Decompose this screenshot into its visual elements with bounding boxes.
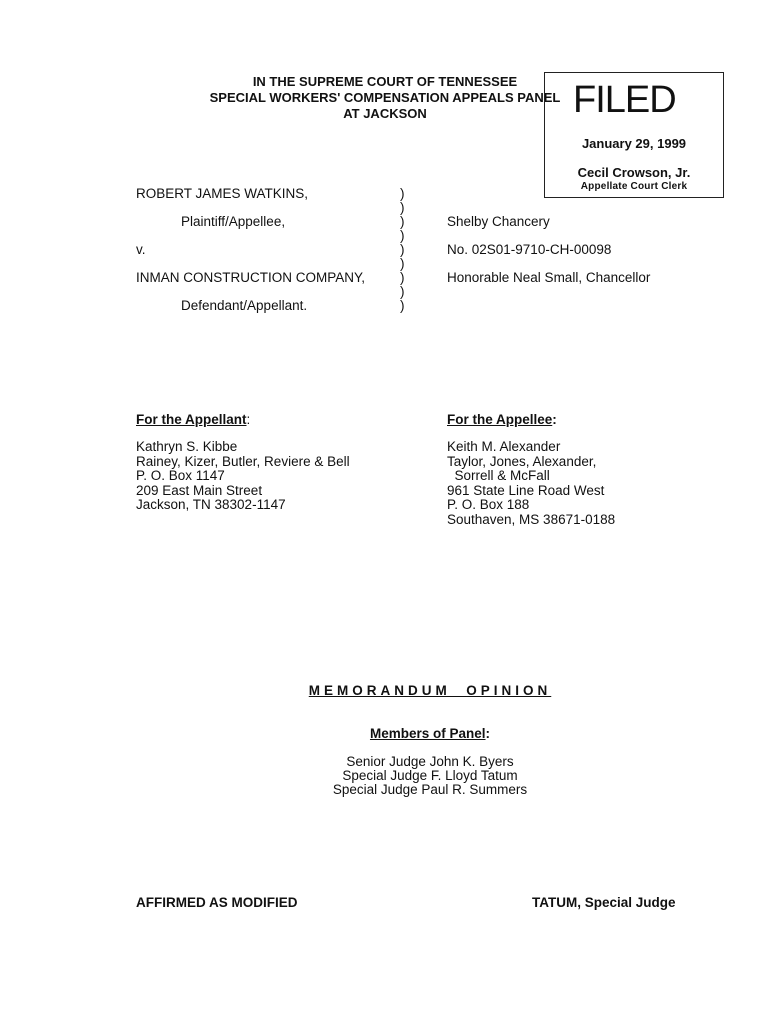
versus: v.: [136, 242, 146, 257]
members-header: [0, 726, 770, 741]
filed-stamp: [544, 72, 724, 198]
opinion-author: TATUM, Special Judge: [532, 895, 676, 910]
caption-paren: ): [400, 200, 405, 215]
appellant-line: Rainey, Kizer, Butler, Reviere & Bell: [136, 453, 350, 469]
appellee-header: [447, 411, 557, 429]
appellant-line: Kathryn S. Kibbe: [136, 439, 238, 454]
appellant-header-colon: :: [246, 412, 251, 427]
panel-members: [0, 755, 770, 797]
opinion-title: MEMORANDUM OPINION: [308, 683, 552, 698]
caption-paren: ): [400, 242, 405, 257]
filed-word: FILED: [573, 79, 676, 121]
panel-member: Special Judge F. Lloyd Tatum: [342, 768, 518, 783]
appellee-line: Keith M. Alexander: [447, 439, 561, 454]
case-number: No. 02S01-9710-CH-00098: [447, 242, 612, 257]
caption-paren: ): [400, 284, 405, 299]
appellant-header-label: For the Appellant: [136, 412, 247, 427]
caption-paren: ): [400, 298, 405, 313]
panel-name: SPECIAL WORKERS' COMPENSATION APPEALS PANEL: [209, 90, 561, 105]
caption-paren: ): [400, 270, 405, 285]
lower-court: Shelby Chancery: [447, 214, 550, 229]
trial-judge: Honorable Neal Small, Chancellor: [447, 270, 651, 285]
court-location: AT JACKSON: [343, 106, 427, 121]
caption-paren: ): [400, 186, 405, 201]
clerk-name: Cecil Crowson, Jr.: [577, 165, 691, 180]
appellant-line: Jackson, TN 38302-1147: [136, 497, 286, 512]
appellant-line: 209 East Main Street: [136, 482, 263, 498]
plaintiff-role: Plaintiff/Appellee,: [181, 214, 286, 229]
panel-member: Special Judge Paul R. Summers: [332, 782, 528, 797]
caption-paren: ): [400, 214, 405, 229]
appellee-header-label: For the Appellee: [447, 412, 553, 427]
appellee-counsel: [447, 440, 615, 527]
caption-paren: ): [400, 256, 405, 271]
members-header-colon: :: [485, 726, 491, 741]
appellee-line: P. O. Box 188: [447, 497, 530, 512]
appellee-line: Sorrell & McFall: [447, 468, 550, 483]
defendant-role: Defendant/Appellant.: [181, 298, 308, 313]
appellee-line: 961 State Line Road West: [447, 482, 605, 498]
appellant-header: [136, 411, 250, 429]
panel-member: Senior Judge John K. Byers: [346, 754, 514, 769]
appellee-line: Taylor, Jones, Alexander,: [447, 453, 597, 469]
disposition: AFFIRMED AS MODIFIED: [136, 895, 298, 910]
filed-date: January 29, 1999: [581, 136, 687, 151]
plaintiff-name: ROBERT JAMES WATKINS,: [136, 186, 309, 201]
court-name: IN THE SUPREME COURT OF TENNESSEE: [252, 74, 518, 89]
appellant-counsel: [136, 440, 350, 513]
appellee-header-colon: :: [552, 412, 557, 427]
defendant-name: INMAN CONSTRUCTION COMPANY,: [136, 270, 366, 285]
appellant-line: P. O. Box 1147: [136, 468, 225, 483]
caption-paren: ): [400, 228, 405, 243]
clerk-title: Appellate Court Clerk: [580, 181, 688, 192]
appellee-line: Southaven, MS 38671-0188: [447, 511, 616, 527]
members-header-label: Members of Panel: [369, 726, 486, 741]
